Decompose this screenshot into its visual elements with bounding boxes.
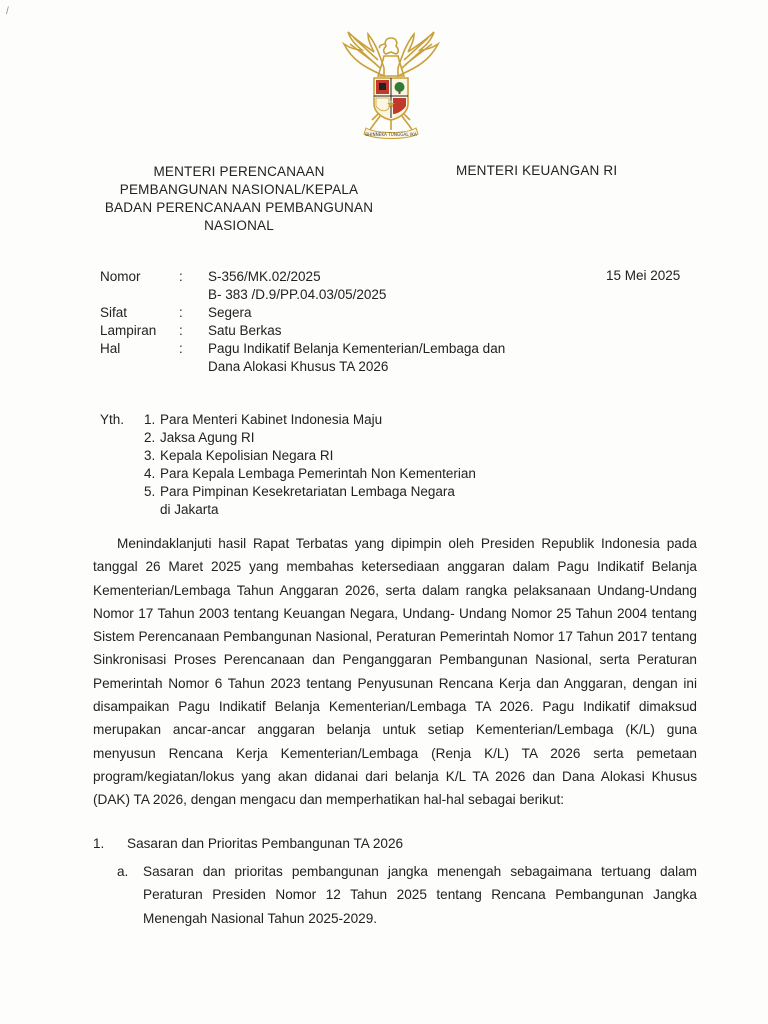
section-1a-label: a. [117, 864, 129, 879]
recipient-text: Para Pimpinan Kesekretariatan Lembaga Negara [160, 484, 455, 499]
recipient-text: Para Kepala Lembaga Pemerintah Non Kementerian [160, 466, 476, 481]
sender-left-line-1: MENTERI PERENCANAAN [153, 164, 325, 179]
emblem-motto: BHINNEKA TUNGGAL IKA [365, 132, 417, 137]
meta-row-lampiran [100, 322, 505, 340]
nomor-value-1: S-356/MK.02/2025 [208, 269, 321, 284]
sifat-value: Segera [208, 305, 252, 320]
meta-row-hal [100, 340, 505, 376]
recipient-text: Jaksa Agung RI [160, 430, 255, 445]
letter-meta [100, 268, 505, 376]
recipient-location: di Jakarta [160, 502, 219, 517]
sender-left-line-2: PEMBANGUNAN NASIONAL/KEPALA [119, 182, 359, 197]
section-1a-text: Sasaran dan prioritas pembangunan jangka menengah sebagaimana tertuang dalam Peraturan Presiden Nomor 12 Tahun 2025 tentang Rencana Pembangunan Jangka Menengah Nasional Tahun 2025-2029. [143, 864, 697, 926]
recipient-item [144, 447, 476, 465]
hal-value [208, 340, 505, 376]
meta-colon: : [179, 323, 183, 338]
recipients-list [144, 411, 476, 519]
meta-colon: : [179, 341, 183, 356]
meta-colon: : [179, 305, 183, 320]
nomor-value [208, 268, 386, 304]
hal-label: Hal [100, 341, 121, 356]
recipient-number: 2. [144, 430, 156, 445]
body-paragraph: Menindaklanjuti hasil Rapat Terbatas yang dipimpin oleh Presiden Republik Indonesia pada tanggal 26 Maret 2025 yang membahas ketersediaan anggaran dalam Pagu Indikatif Belanja Kementerian/Lembaga Tahun Anggaran 2026, serta dalam rangka pelaksanaan Undang-Undang Nomor 17 Tahun 2003 tentang Keuangan Negara, Undang- Undang Nomor 25 Tahun 2004 tentang Sistem Perencanaan Pembangunan Nasional, Peraturan Pemerintah Nomor 17 Tahun 2017 tentang Sinkronisasi Proses Perencanaan dan Penganggaran Pembangunan Nasional, serta Peraturan Pemerintah Nomor 6 Tahun 2023 tentang Penyusunan Rencana Kerja dan Anggaran, dengan ini disampaikan Pagu Indikatif Belanja Kementerian/Lembaga TA 2026. Pagu Indikatif dimaksud merupakan ancar-ancar anggaran belanja untuk setiap Kementerian/Lembaga (K/L) guna menyusun Rencana Kerja Kementerian/Lembaga (Renja K/L) TA 2026 serta pemetaan program/kegiatan/lokus yang akan didanai dari belanja K/L TA 2026 dan Dana Alokasi Khusus (DAK) TA 2026, dengan mengacu dan memperhatikan hal-hal sebagai berikut: [93, 536, 697, 808]
letter-date: 15 Mei 2025 [606, 268, 681, 283]
recipient-number: 1. [144, 412, 156, 427]
corner-mark: / [6, 6, 9, 17]
recipient-item [144, 465, 476, 483]
lampiran-label: Lampiran [100, 323, 157, 338]
section-1-title: Sasaran dan Prioritas Pembangunan TA 2026 [127, 836, 404, 851]
meta-row-sifat [100, 304, 505, 322]
sender-right-header: MENTERI KEUANGAN RI [456, 163, 618, 178]
sender-left-line-4: NASIONAL [204, 218, 274, 233]
garuda-emblem-icon [336, 30, 446, 142]
sender-left-line-3: BADAN PERENCANAAN PEMBANGUNAN [104, 200, 374, 215]
recipient-item [144, 429, 476, 447]
nomor-label: Nomor [100, 269, 141, 284]
section-1-number: 1. [93, 836, 105, 851]
sender-left-header [96, 163, 382, 235]
recipient-number: 3. [144, 448, 156, 463]
recipient-number: 4. [144, 466, 156, 481]
sifat-label: Sifat [100, 305, 128, 320]
lampiran-value: Satu Berkas [208, 323, 282, 338]
meta-colon: : [179, 269, 183, 284]
recipient-text: Para Menteri Kabinet Indonesia Maju [160, 412, 383, 427]
section-1a-item [117, 860, 697, 930]
recipient-item [144, 411, 476, 429]
recipient-item [144, 483, 476, 501]
nomor-value-2: B- 383 /D.9/PP.04.03/05/2025 [208, 287, 387, 302]
recipients-label: Yth. [100, 412, 125, 427]
hal-value-1: Pagu Indikatif Belanja Kementerian/Lembaga dan [208, 341, 506, 356]
section-1-heading [93, 836, 403, 851]
recipient-text: Kepala Kepolisian Negara RI [160, 448, 334, 463]
meta-row-nomor [100, 268, 505, 304]
hal-value-2: Dana Alokasi Khusus TA 2026 [208, 359, 389, 374]
recipient-number: 5. [144, 484, 156, 499]
